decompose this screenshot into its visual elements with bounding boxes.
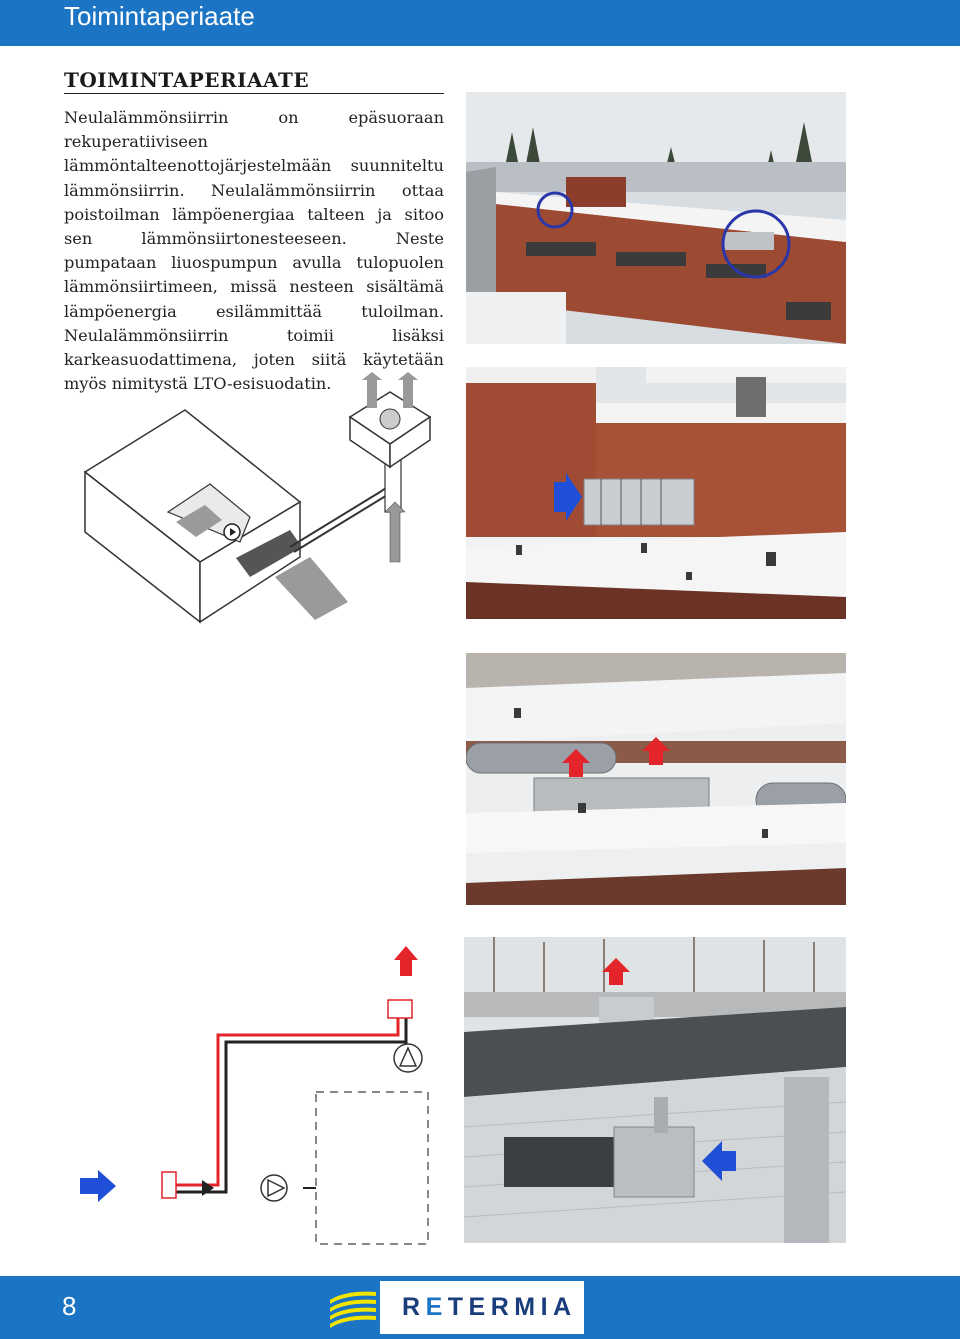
logo-letter-r: R: [402, 1293, 426, 1321]
logo-letter-e: E: [425, 1293, 448, 1321]
page-title: Toimintaperiaate: [64, 1, 255, 31]
section-heading: TOIMINTAPERIAATE: [64, 68, 444, 94]
logo-letters-termia: TERMIA: [447, 1293, 577, 1321]
photo-building-roof: [466, 92, 846, 344]
diagram-heat-exchanger-iso: [80, 372, 450, 630]
retermia-logo-icon: [328, 1284, 378, 1334]
photo-facade-unit: [464, 937, 846, 1243]
diagram-schematic: [78, 940, 450, 1250]
photo-roof-unit: [466, 367, 846, 619]
retermia-logo: [402, 1293, 577, 1321]
body-paragraph: Neulalämmönsiirrin on epäsuoraan rekuperatiiviseen lämmöntalteenottojärjestelmään suunniteltu lämmönsiirrin. Neulalämmönsiirrin ottaa poistoilman lämpöenergiaa talteen ja sitoo sen lämmönsiirtonesteeseen. Neste pumpataan liuospumpun avulla tulopuolen lämmönsiirtimeen, missä nesteen sisältämä lämpöenergia esilämmittää tuloilman. Neulalämmönsiirrin toimii lisäksi karkeasuodattimena, joten siitä käytetään myös nimitystä LTO-esisuodatin.: [64, 108, 444, 394]
page-number: 8: [62, 1291, 77, 1321]
photo-roof-ducts: [466, 653, 846, 905]
